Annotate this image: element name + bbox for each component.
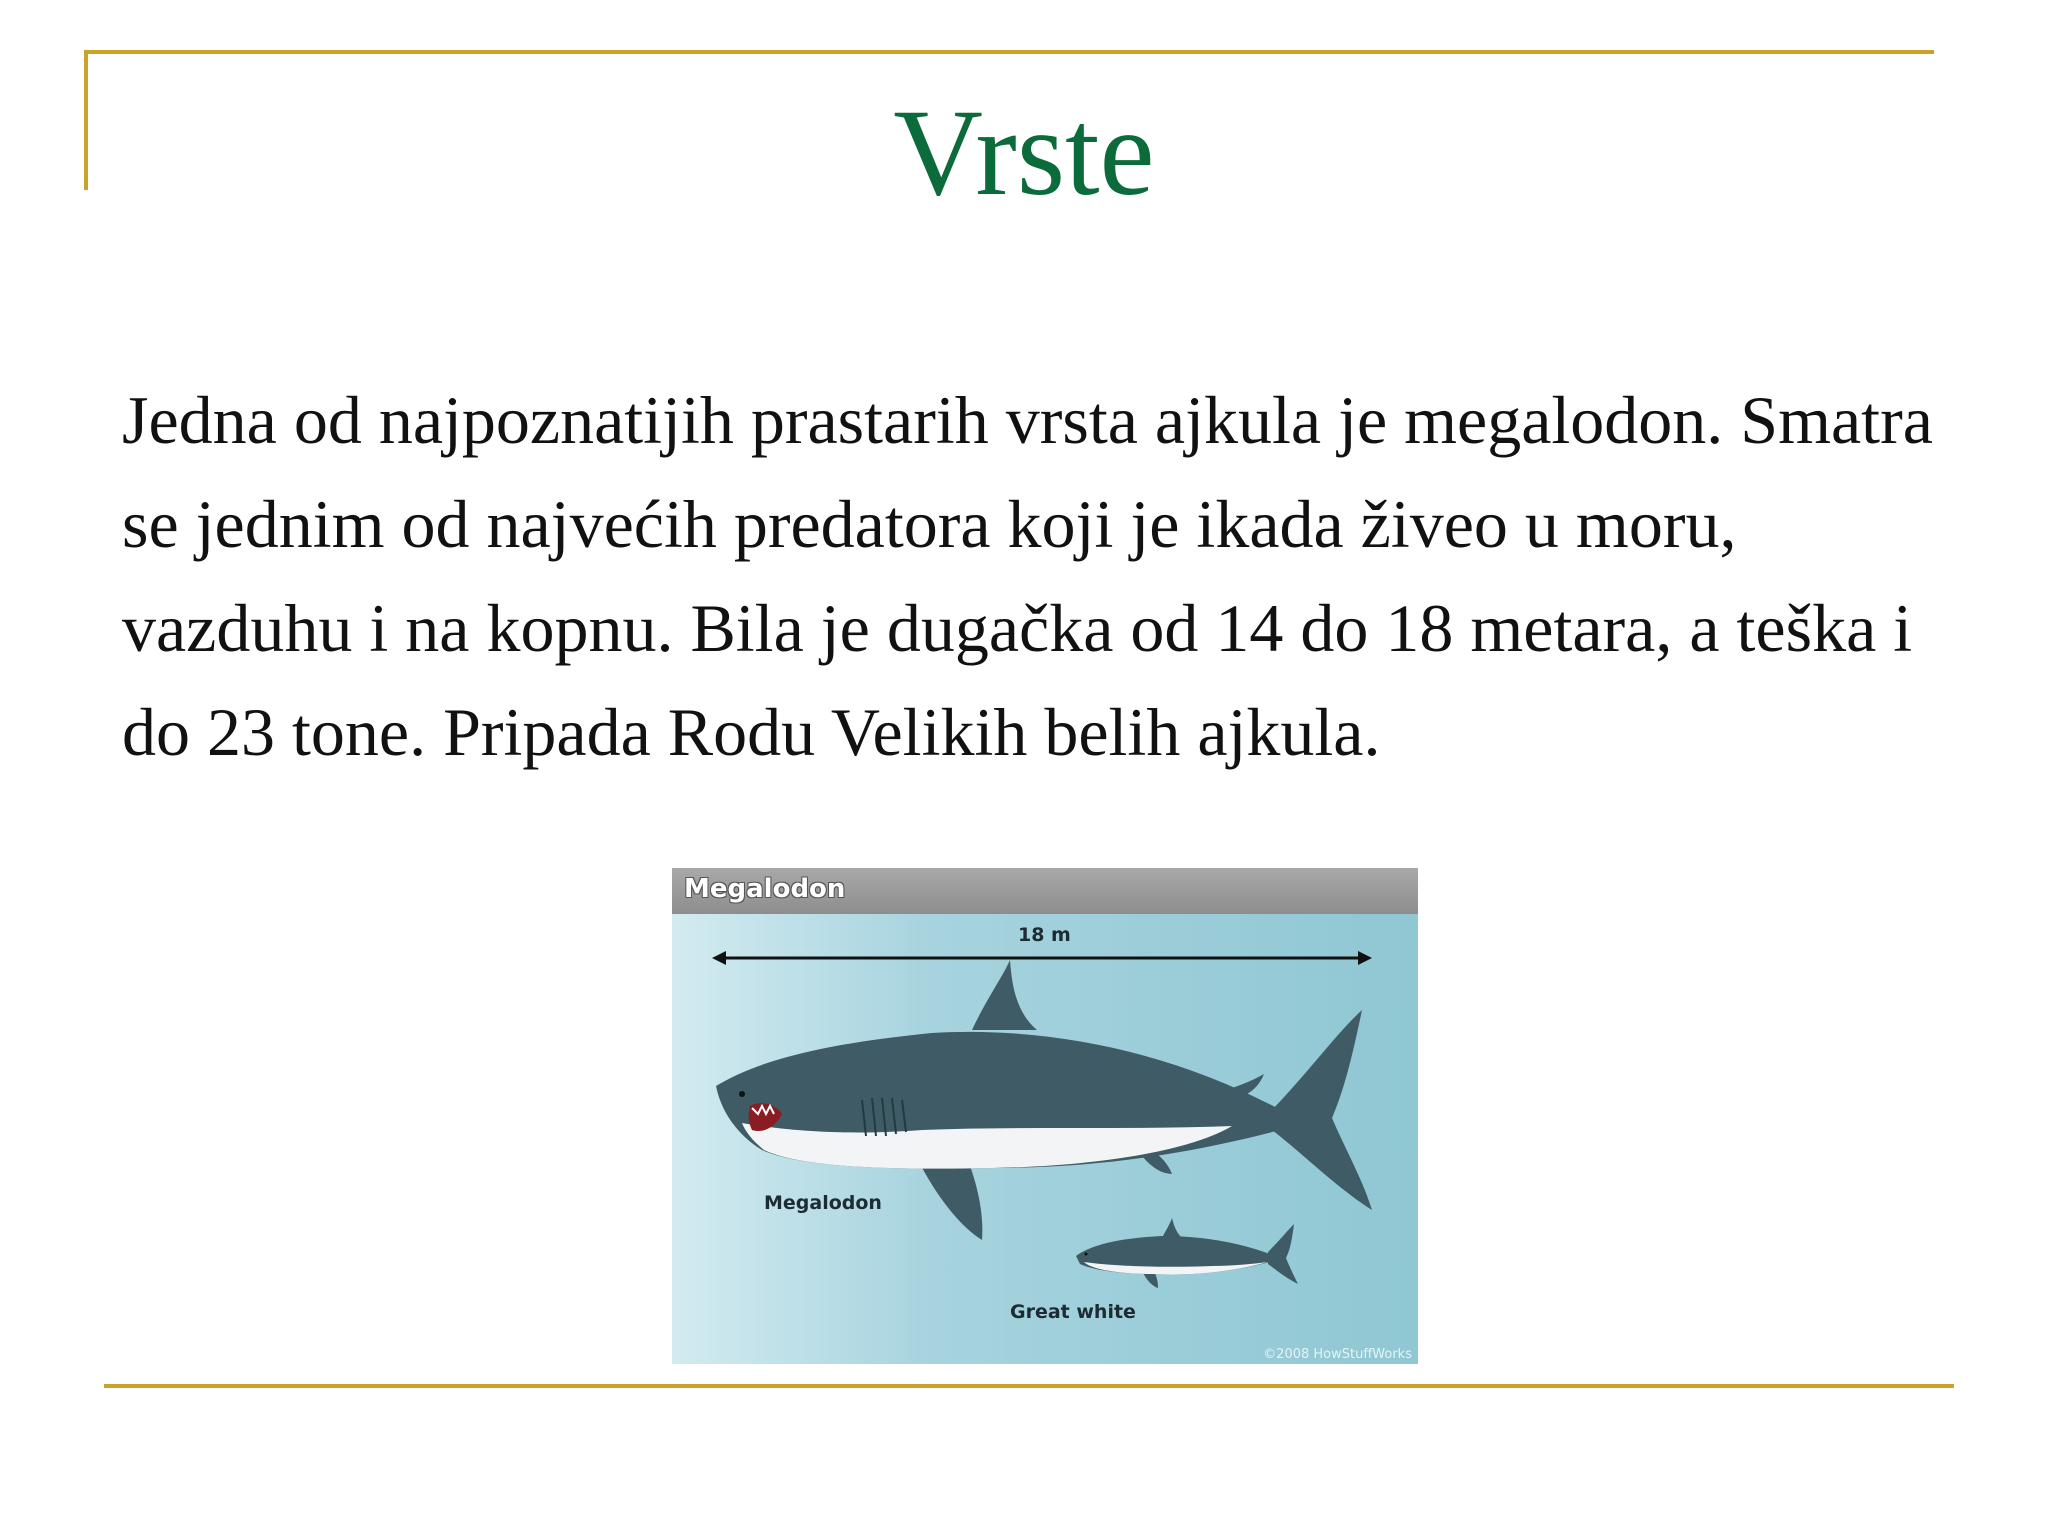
slide-title: Vrste (893, 84, 1155, 221)
megalodon-figure (672, 868, 1418, 1364)
top-rule (84, 50, 1934, 54)
figure-title: Megalodon (684, 874, 846, 904)
megalodon-label: Megalodon (764, 1192, 882, 1214)
slide-body-text: Jedna od najpoznatijih prastarih vrsta ajkula je megalodon. Smatra se jednim od najvećih predatora koji je ikada živeo u moru, vazduhu i na kopnu. Bila je dugačka od 14 do 18 metara, a teška i do 23 tone. Pripada Rodu Velikih belih ajkula. (122, 382, 1933, 770)
great-white-label: Great white (1010, 1301, 1136, 1323)
length-arrow (712, 951, 1372, 965)
copyright-text: ©2008 HowStuffWorks (1263, 1347, 1412, 1362)
bottom-rule (104, 1384, 1954, 1388)
length-label: 18 m (1018, 924, 1071, 946)
great-white-shark (1076, 1218, 1298, 1288)
